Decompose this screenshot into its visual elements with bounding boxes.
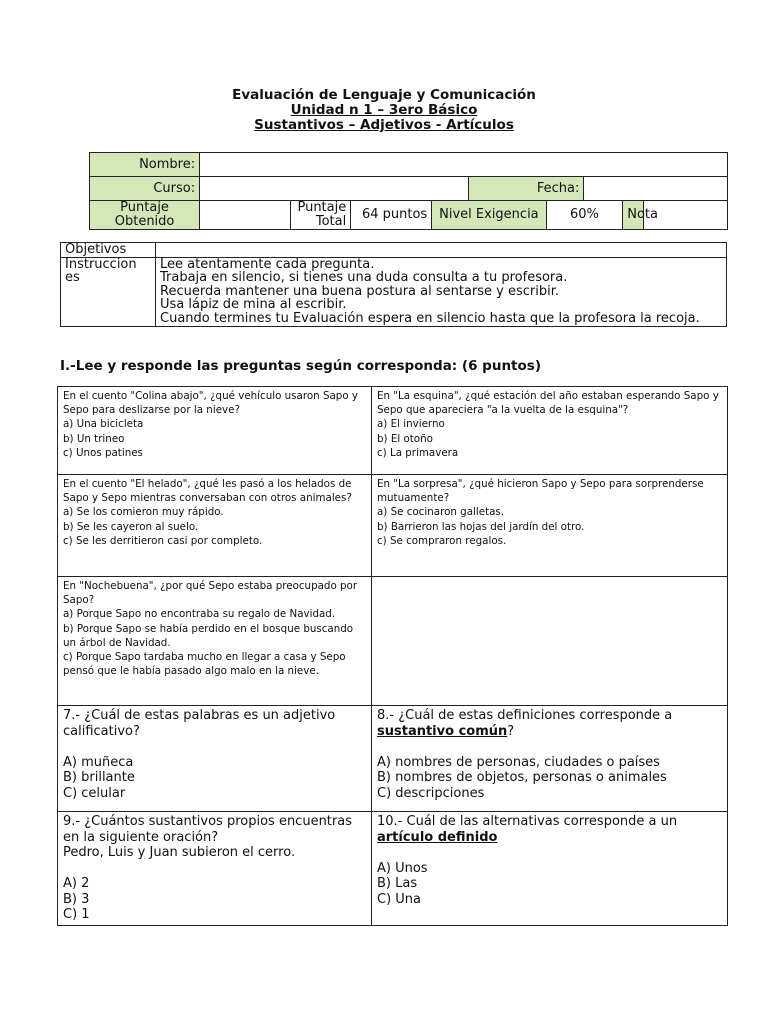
answer-option[interactable]: A) 2	[63, 876, 90, 891]
answer-option[interactable]: c) Se compraron regalos.	[377, 534, 507, 547]
answer-option[interactable]: b) Barrieron las hojas del jardín del otro.	[377, 520, 585, 533]
answer-option[interactable]: B) Las	[377, 876, 418, 891]
answer-option[interactable]: A) Unos	[377, 860, 428, 876]
answer-option[interactable]: b) El otoño	[377, 432, 433, 445]
answer-option[interactable]: A) nombres de personas, ciudades o países	[377, 754, 660, 770]
answer-option[interactable]: b) Un trineo	[63, 432, 125, 445]
answer-option[interactable]: A) muñeca	[63, 754, 134, 770]
emphasis-term: artículo definido	[377, 829, 498, 845]
question-prompt: En "Nochebuena", ¿por qué Sepo estaba preocupado por Sapo?	[63, 580, 358, 607]
answer-option[interactable]: B) brillante	[63, 770, 135, 785]
student-info-table	[89, 152, 728, 230]
question-prompt: 9.- ¿Cuántos sustantivos propios encuentras en la siguiente oración?	[63, 814, 352, 845]
instruction-item: Cuando termines tu Evaluación espera en silencio hasta que la profesora la recoja.	[160, 310, 700, 326]
question-7	[58, 706, 372, 812]
section-title: I.-Lee y responde las preguntas según corresponda: (6 puntos)	[60, 358, 541, 374]
answer-option[interactable]: C) descripciones	[377, 785, 485, 801]
answer-option[interactable]: b) Se les cayeron al suelo.	[63, 520, 199, 533]
header-title: Evaluación de Lenguaje y Comunicación	[232, 87, 536, 103]
puntaje-total-value: 64 puntos	[351, 201, 432, 230]
question-prompt: En "La esquina", ¿qué estación del año estaban esperando Sapo y Sepo que apareciera "a la vuelta de la esquina"?	[377, 390, 719, 417]
instruction-item: Recuerda mantener una buena postura al sentarse y escribir.	[160, 283, 560, 299]
instructions-list	[156, 257, 727, 326]
header-topics: Sustantivos – Adjetivos - Artículos	[254, 117, 514, 133]
question-9	[58, 812, 372, 926]
answer-option[interactable]: c) Porque Sapo tardaba mucho en llegar a casa y Sepo pensó que le había pasado algo malo en la nieve.	[63, 651, 346, 678]
answer-option[interactable]: C) celular	[63, 785, 126, 801]
answer-option[interactable]: C) Una	[377, 891, 422, 907]
question-8	[372, 706, 728, 812]
nivel-exigencia-value: 60%	[546, 201, 623, 230]
question-10	[372, 812, 728, 926]
answer-option[interactable]: B) 3	[63, 891, 90, 907]
curso-field[interactable]	[200, 177, 469, 201]
answer-option[interactable]: c) Unos patines	[63, 446, 143, 459]
answer-option[interactable]: c) Se les derritieron casi por completo.	[63, 534, 263, 547]
question-3	[58, 475, 372, 577]
question-prompt: En el cuento "Colina abajo", ¿qué vehículo usaron Sapo y Sepo para deslizarse por la nieve?	[63, 390, 359, 417]
nivel-exigencia-label: Nivel Exigencia	[432, 201, 546, 230]
answer-option[interactable]: c) La primavera	[377, 446, 459, 459]
question-2	[372, 387, 728, 475]
fecha-label: Fecha:	[468, 177, 584, 201]
answer-option[interactable]: a) Porque Sapo no encontraba su regalo de Navidad.	[63, 608, 336, 621]
answer-option[interactable]: a) El invierno	[377, 418, 445, 431]
nota-label: Nota	[623, 201, 644, 230]
objectives-table	[60, 242, 727, 327]
puntaje-obtenido-label: Puntaje Obtenido	[90, 201, 200, 230]
answer-option[interactable]: C) 1	[63, 907, 90, 922]
instruction-item: Usa lápiz de mina al escribir.	[160, 297, 347, 313]
answer-option[interactable]: a) Una bicicleta	[63, 418, 144, 431]
header-unit: Unidad n 1 – 3ero Básico	[290, 102, 478, 118]
objetivos-field	[156, 243, 727, 258]
question-prompt: En "La sorpresa", ¿qué hicieron Sapo y Sepo para sorprenderse mutuamente?	[377, 478, 704, 505]
question-1	[58, 387, 372, 475]
document-header	[0, 88, 768, 133]
puntaje-obtenido-field[interactable]	[200, 201, 291, 230]
curso-label: Curso:	[90, 177, 200, 201]
instruction-item: Trabaja en silencio, si tienes una duda consulta a tu profesora.	[160, 270, 568, 286]
instruction-item: Lee atentamente cada pregunta.	[160, 256, 375, 272]
question-prompt: En el cuento "El helado", ¿qué les pasó a los helados de Sapo y Sepo mientras conversaban con otros animales?	[63, 478, 352, 505]
answer-option[interactable]: a) Se los comieron muy rápido.	[63, 506, 224, 519]
question-prompt: 8.- ¿Cuál de estas definiciones corresponde a sustantivo común?	[377, 708, 673, 739]
empty-cell	[372, 577, 728, 706]
answer-option[interactable]: b) Porque Sapo se había perdido en el bosque buscando un árbol de Navidad.	[63, 622, 354, 649]
emphasis-term: sustantivo común	[377, 723, 508, 739]
nombre-label: Nombre:	[90, 153, 200, 177]
question-4	[372, 475, 728, 577]
question-5	[58, 577, 372, 706]
fecha-field[interactable]	[584, 177, 728, 201]
questions-table	[57, 386, 728, 926]
answer-option[interactable]: B) nombres de objetos, personas o animales	[377, 770, 667, 785]
question-prompt: 10.- Cuál de las alternativas corresponde a un	[377, 814, 678, 829]
answer-option[interactable]: a) Se cocinaron galletas.	[377, 506, 505, 519]
puntaje-total-label: Puntaje Total	[290, 201, 350, 230]
nombre-field[interactable]	[200, 153, 728, 177]
instrucciones-label: Instruccion es	[61, 257, 156, 326]
objetivos-label: Objetivos	[61, 243, 156, 258]
question-sentence: Pedro, Luis y Juan subieron el cerro.	[63, 845, 296, 860]
question-prompt: 7.- ¿Cuál de estas palabras es un adjetivo calificativo?	[63, 708, 336, 739]
